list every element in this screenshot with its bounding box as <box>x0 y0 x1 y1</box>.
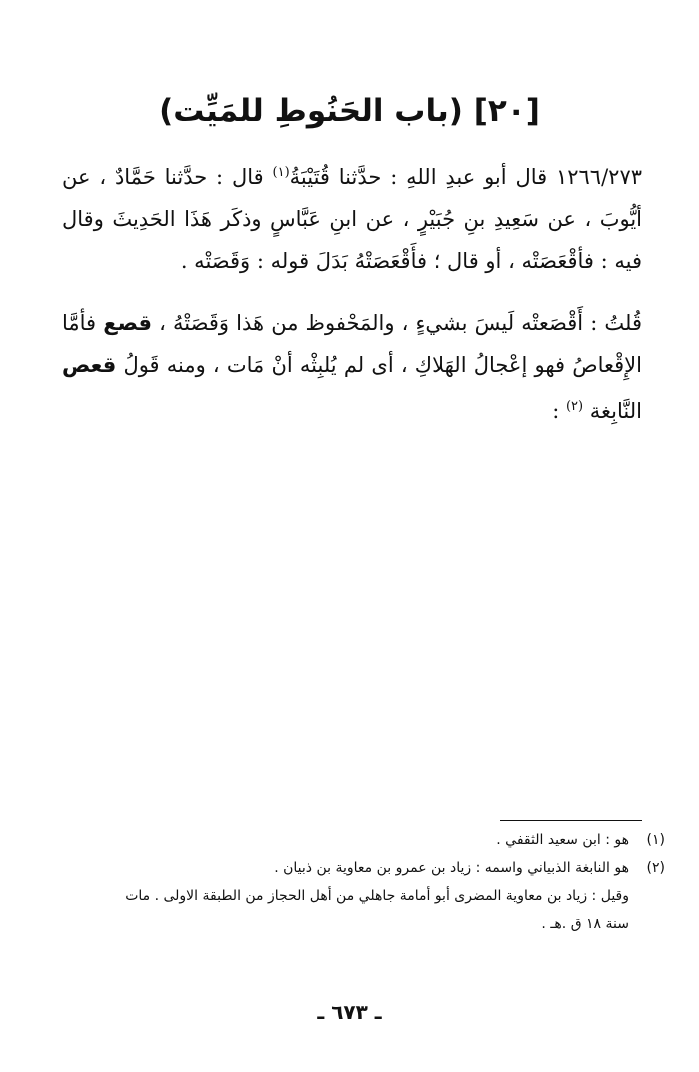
footnote-number <box>629 882 665 938</box>
chapter-title: [٢٠] (باب الحَنُوطِ للمَيِّت) <box>159 93 540 129</box>
footnote-item <box>110 826 665 854</box>
paragraph-gap <box>62 282 642 302</box>
main-text <box>62 152 642 432</box>
footnote-separator <box>500 820 642 821</box>
footnote-ref-1[interactable]: (١) <box>272 165 290 180</box>
commentary-paragraph <box>62 302 642 432</box>
footnote-text: هو : ابن سعيد الثقفي . <box>496 832 629 848</box>
footnote-number: (٢) <box>646 860 665 876</box>
footnotes <box>110 826 665 938</box>
page-number: ـ ٦٧٣ ـ <box>317 1000 382 1024</box>
commentary-part-1: قُلتُ : أَقْصَعتْه لَيسَ بشيءٍ ، والمَحْفوظ من هَذا وَقَصَتْهُ ، <box>152 311 643 335</box>
margin-keyword-qas: قصع <box>103 311 153 335</box>
commentary-part-3: النَّابِغة <box>589 399 642 423</box>
margin-keyword-qaas: قعص <box>62 353 117 377</box>
hadith-lead: ١٢٦٦/٢٧٣ قال أبو عبدِ اللهِ : حدَّثنا قُتَيْبَةُ <box>289 165 642 189</box>
hadith-body: قال : حدَّثنا حَمَّادٌ ، عن أيُّوبَ ، عن سَعِيدِ بنِ جُبَيْرٍ ، عن ابنِ عَبَّاسٍ وذكَر هَذَا الحَدِيثَ وقال فيه : فأقْعَصَتْه ، أو قال ؛ فأَقْعَصَتْهُ بَدَلَ قوله : وَقَصَتْه . <box>62 165 642 273</box>
commentary-part-4: : <box>552 399 566 423</box>
footnote-item <box>110 854 665 882</box>
footnote-ref-2[interactable]: (٢) <box>565 399 584 414</box>
footnote-text: هو النابغة الذبياني واسمه : زياد بن عمرو بن معاوية بن ذبيان . <box>274 860 629 876</box>
commentary-part-2: فأمَّا الإِقْعاصُ فهو إعْجالُ الهَلاكِ ، أى لم يُلبِثْه أنْ مَات ، ومنه قَولُ <box>62 311 642 377</box>
footnote-number: (١) <box>646 832 665 848</box>
footnote-text: وقيل : زياد بن معاوية المضرى أبو أمامة جاهلي من أهل الحجاز من الطبقة الاولى . مات سنة ١٨ ق .هـ . <box>125 888 629 932</box>
hadith-paragraph <box>62 152 642 282</box>
footnote-item <box>110 882 665 938</box>
